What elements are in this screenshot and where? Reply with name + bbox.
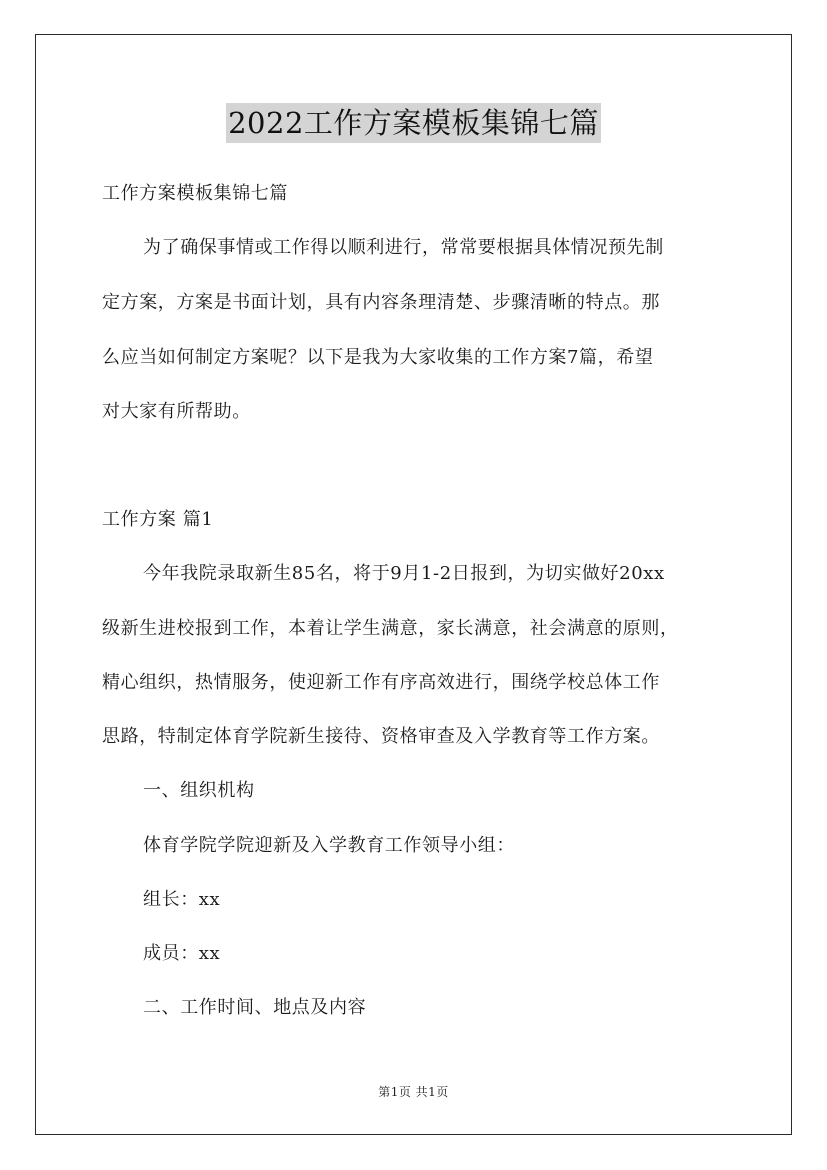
body-line: 级新生进校报到工作，本着让学生满意，家长满意，社会满意的原则， bbox=[102, 618, 679, 639]
body-line: 今年我院录取新生85名，将于9月1-2日报到，为切实做好20xx bbox=[143, 563, 665, 584]
body-line: 思路，特制定体育学院新生接待、资格审查及入学教育等工作方案。 bbox=[102, 726, 660, 747]
section-heading: 工作方案 篇1 bbox=[102, 509, 214, 530]
intro-line: 定方案，方案是书面计划，具有内容条理清楚、步骤清晰的特点。那 bbox=[102, 292, 660, 313]
intro-line: 么应当如何制定方案呢？以下是我为大家收集的工作方案7篇，希望 bbox=[102, 347, 654, 368]
list-item: 二、工作时间、地点及内容 bbox=[143, 997, 367, 1018]
page-footer: 第1页 共1页 bbox=[378, 1085, 449, 1099]
body-line: 精心组织，热情服务，使迎新工作有序高效进行，围绕学校总体工作 bbox=[102, 672, 660, 693]
document-subtitle: 工作方案模板集锦七篇 bbox=[102, 183, 288, 204]
intro-line: 为了确保事情或工作得以顺利进行，常常要根据具体情况预先制 bbox=[143, 237, 664, 258]
list-item: 一、组织机构 bbox=[143, 780, 255, 801]
list-item: 组长：xx bbox=[143, 889, 221, 910]
list-item: 成员：xx bbox=[143, 943, 221, 964]
list-item: 体育学院学院迎新及入学教育工作领导小组： bbox=[143, 835, 515, 856]
intro-line: 对大家有所帮助。 bbox=[102, 401, 251, 422]
document-title: 2022工作方案模板集锦七篇 bbox=[226, 103, 601, 143]
title-container bbox=[0, 103, 827, 143]
